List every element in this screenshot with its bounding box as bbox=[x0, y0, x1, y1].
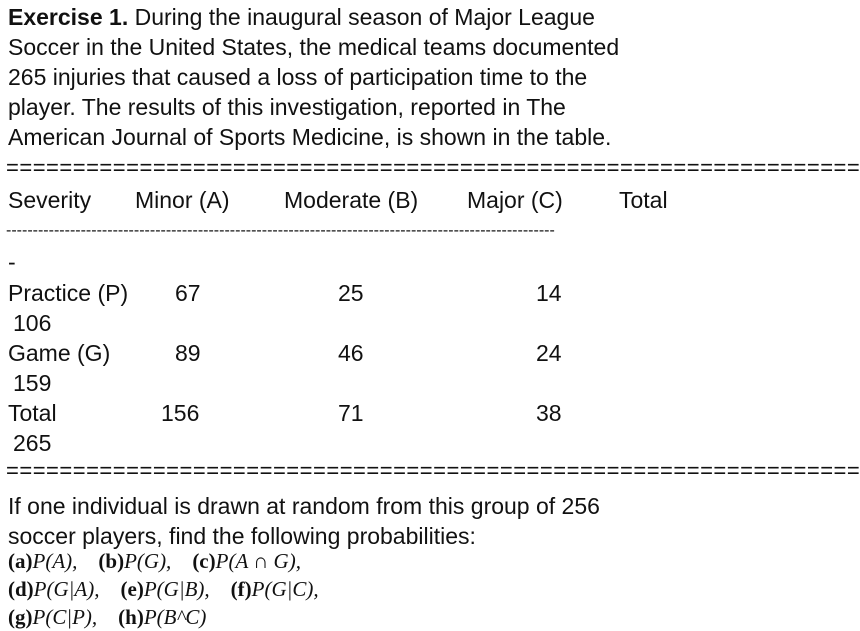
double-rule-bottom: ================================================================ bbox=[6, 458, 860, 483]
row-practice-total: 106 bbox=[13, 310, 52, 336]
prob-b-label: (b) bbox=[98, 549, 125, 573]
row-practice-minor: 67 bbox=[175, 280, 201, 306]
double-rule-top: ================================================================ bbox=[6, 155, 860, 180]
row-game-moderate: 46 bbox=[338, 340, 364, 366]
row-total-minor: 156 bbox=[161, 400, 200, 426]
dash-rule: ------------------------------------------------------------------------------------------------------- bbox=[6, 222, 555, 239]
prob-d-label: (d) bbox=[8, 577, 34, 601]
header-major: Major (C) bbox=[467, 187, 563, 213]
prob-e-expr: P(G|B), bbox=[143, 577, 210, 601]
header-minor: Minor (A) bbox=[135, 187, 230, 213]
prob-b-expr: P(G), bbox=[124, 549, 172, 573]
prob-f-expr: P(G|C), bbox=[251, 577, 319, 601]
row-game-total: 159 bbox=[13, 370, 52, 396]
intro-paragraph bbox=[8, 2, 698, 152]
row-practice-major: 14 bbox=[536, 280, 562, 306]
question-line-2: soccer players, find the following probabilities: bbox=[8, 523, 476, 549]
intro-line-1-text: During the inaugural season of Major League bbox=[128, 4, 595, 30]
intro-line-4: player. The results of this investigation, reported in The bbox=[8, 94, 566, 120]
intro-line-1 bbox=[8, 2, 698, 32]
lone-dash: - bbox=[8, 249, 16, 275]
prob-c-expr: P(A ∩ G), bbox=[215, 549, 301, 573]
row-game-minor: 89 bbox=[175, 340, 201, 366]
probabilities-line-3 bbox=[8, 604, 206, 630]
intro-line-2: Soccer in the United States, the medical teams documented bbox=[8, 34, 620, 60]
prob-e-label: (e) bbox=[120, 577, 144, 601]
question-line-1: If one individual is drawn at random from this group of 256 bbox=[8, 493, 600, 519]
prob-a-expr: P(A), bbox=[32, 549, 78, 573]
probabilities-line-2 bbox=[8, 576, 319, 602]
prob-g-label: (g) bbox=[8, 605, 33, 629]
exercise-label: Exercise 1. bbox=[8, 4, 129, 30]
prob-c-label: (c) bbox=[192, 549, 216, 573]
row-total-label: Total bbox=[8, 400, 57, 426]
intro-line-5: American Journal of Sports Medicine, is shown in the table. bbox=[8, 124, 612, 150]
header-severity: Severity bbox=[8, 187, 92, 213]
row-total-major: 38 bbox=[536, 400, 562, 426]
row-practice-label: Practice (P) bbox=[8, 280, 129, 306]
row-game-major: 24 bbox=[536, 340, 562, 366]
prob-a-label: (a) bbox=[8, 549, 33, 573]
row-total-moderate: 71 bbox=[338, 400, 364, 426]
row-game-label: Game (G) bbox=[8, 340, 111, 366]
probabilities-line-1 bbox=[8, 548, 301, 574]
intro-line-3: 265 injuries that caused a loss of participation time to the bbox=[8, 64, 588, 90]
row-practice-moderate: 25 bbox=[338, 280, 364, 306]
prob-f-label: (f) bbox=[230, 577, 252, 601]
header-moderate: Moderate (B) bbox=[284, 187, 419, 213]
header-total: Total bbox=[619, 187, 668, 213]
prob-h-expr: P(B^C) bbox=[143, 605, 207, 629]
row-total-total: 265 bbox=[13, 430, 52, 456]
prob-g-expr: P(C|P), bbox=[32, 605, 98, 629]
prob-d-expr: P(G|A), bbox=[33, 577, 100, 601]
prob-h-label: (h) bbox=[118, 605, 144, 629]
